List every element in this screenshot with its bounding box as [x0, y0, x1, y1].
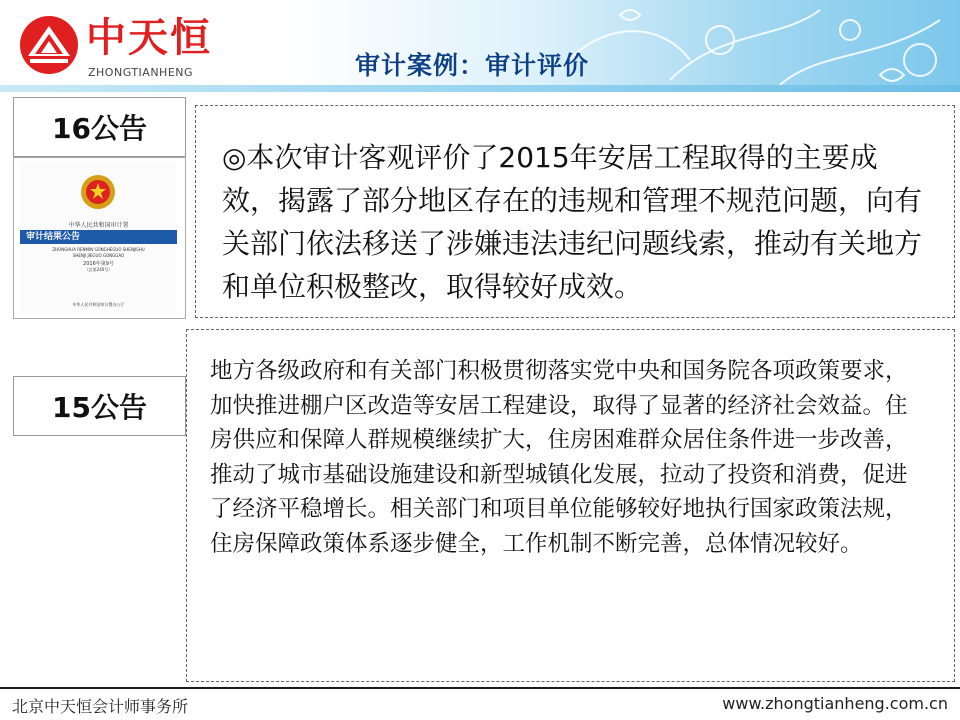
footer-company: 北京中天恒会计师事务所 [12, 697, 189, 716]
announcement-15-text: 地方各级政府和有关部门积极贯彻落实党中央和国务院各项政策要求，加快推进棚户区改造等安居工程建设，取得了显著的经济社会效益。住房供应和保障人群规模继续扩大，住房困难群众居住条件进一步改善，推动了城市基础设施建设和新型城镇化发展，拉动了投资和消费，促进了经济平稳增长。相关部门和项目单位能够较好地执行国家政策法规，住房保障政策体系逐步健全，工作机制不断完善，总体情况较好。 [210, 358, 908, 557]
logo-text: 中天恒 [86, 15, 212, 61]
cover-publisher: 中华人民共和国审计署 [68, 222, 129, 229]
cover-footer-org: 中华人民共和国审计署办公厅 [72, 302, 125, 307]
announcement-16-text: ◎本次审计客观评价了2015年安居工程取得的主要成效，揭露了部分地区存在的违规和管理不规范问题，向有关部门依法移送了涉嫌违法违纪问题线索，推动有关地方和单位积极整改，取得较好成效。 [222, 141, 923, 303]
cover-pinyin-1: ZHONGHUA RENMIN GONGHEGUO SHENJISHU [52, 247, 145, 252]
cover-banner: 审计结果公告 [20, 230, 177, 244]
slide-title: 审计案例：审计评价 [355, 51, 590, 80]
footer-divider [0, 687, 960, 689]
logo-subtitle: ZHONGTIANHENG [88, 66, 194, 79]
report-cover-image [13, 157, 186, 319]
cover-pinyin-2: SHENJI JIEGUO GONGGAO [72, 253, 125, 258]
company-logo [18, 14, 80, 76]
cover-issue: 2016年第9号 [83, 261, 114, 267]
footer-website: www.zhongtianheng.com.cn [722, 694, 948, 713]
national-emblem-icon [78, 172, 118, 212]
label-16-announcement: 16公告 [13, 97, 186, 157]
cover-serial: （总第240号） [84, 267, 113, 272]
label-15-announcement: 15公告 [13, 376, 186, 436]
header-band [0, 85, 960, 92]
